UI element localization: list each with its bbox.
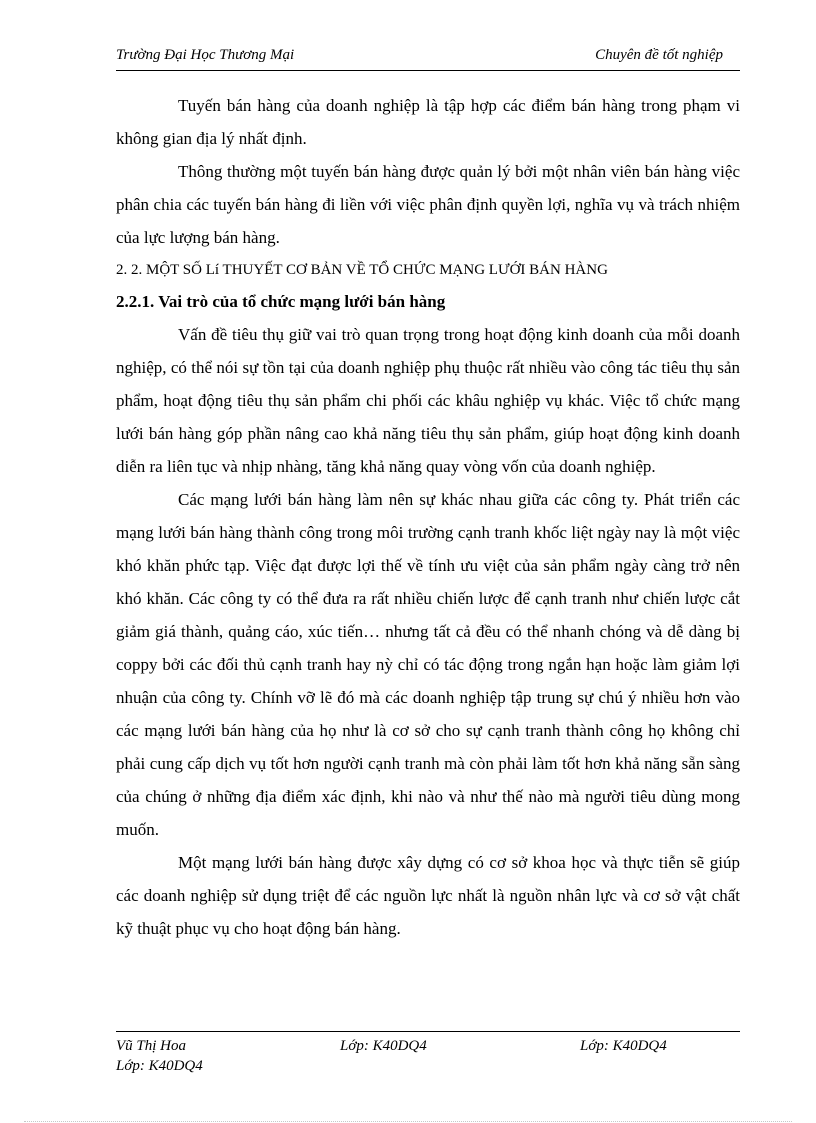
section-heading: 2. 2. MỘT SỐ Lí THUYẾT CƠ BẢN VỀ TỔ CHỨC MẠNG LƯỚI BÁN HÀNG	[116, 262, 608, 278]
footer-class-label: Lớp: K40DQ4	[340, 1038, 427, 1054]
header-school-name: Trường Đại Học Thương Mại	[116, 47, 295, 63]
document-body	[116, 89, 740, 945]
footer-divider	[116, 1031, 740, 1032]
paragraph-sales-network-benefits: Một mạng lưới bán hàng được xây dựng có cơ sở khoa học và thực tiễn sẽ giúp các doanh nghiệp sử dụng triệt để các nguồn lực nhất là nguồn nhân lực và cơ sở vật chất kỹ thuật phục vụ cho hoạt động bán hàng.	[116, 853, 740, 938]
header-document-topic: Chuyên đề tốt nghiệp	[595, 47, 723, 63]
subsection-heading: 2.2.1. Vai trò của tổ chức mạng lưới bán hàng	[116, 292, 446, 311]
footer-author: Vũ Thị Hoa	[116, 1038, 187, 1054]
header-divider	[116, 70, 740, 71]
page-header	[116, 47, 740, 69]
paragraph-sales-route-definition: Tuyến bán hàng của doanh nghiệp là tập hợp các điểm bán hàng trong phạm vi không gian địa lý nhất định.	[116, 96, 740, 148]
page-bottom-edge	[24, 1121, 792, 1122]
footer-class-label: Lớp: K40DQ4	[116, 1058, 203, 1074]
paragraph-consumption-role: Vấn đề tiêu thụ giữ vai trò quan trọng trong hoạt động kinh doanh của mỗi doanh nghiệp, có thể nói sự tồn tại của doanh nghiệp phụ thuộc rất nhiều vào công tác tiêu thụ sản phẩm, hoạt động tiêu thụ sản phẩm chi phối các khâu nghiệp vụ khác. Việc tổ chức mạng lưới bán hàng góp phần nâng cao khả năng tiêu thụ sản phẩm, giúp hoạt động kinh doanh diễn ra liên tục và nhịp nhàng, tăng khả năng quay vòng vốn của doanh nghiệp.	[116, 325, 740, 476]
paragraph-sales-network-competition: Các mạng lưới bán hàng làm nên sự khác nhau giữa các công ty. Phát triển các mạng lưới bán hàng thành công trong môi trường cạnh tranh khốc liệt ngày nay là một việc khó khăn phức tạp. Việc đạt được lợi thế về tính ưu việt của sản phẩm ngày càng trở nên khó khăn. Các công ty có thể đưa ra rất nhiều chiến lược để cạnh tranh như chiến lược cắt giảm giá thành, quảng cáo, xúc tiến… nhưng tất cả đều có thể nhanh chóng và dễ dàng bị coppy bởi các đối thủ cạnh tranh hay nỳ chỉ có tác động trong ngắn hạn hoặc làm giảm lợi nhuận của công ty. Chính vỡ lẽ đó mà các doanh nghiệp tập trung sự chú ý nhiều hơn vào các mạng lưới bán hàng của họ như là cơ sở cho sự cạnh tranh thành công họ không chỉ phải cung cấp dịch vụ tốt hơn người cạnh tranh mà còn phải làm tốt hơn khả năng sẵn sàng của chúng ở những địa điểm xác định, khi nào và như thế nào mà người tiêu dùng mong muốn.	[116, 490, 740, 839]
footer-class-label: Lớp: K40DQ4	[580, 1038, 667, 1054]
paragraph-sales-route-management: Thông thường một tuyến bán hàng được quản lý bởi một nhân viên bán hàng việc phân chia các tuyến bán hàng đi liền với việc phân định quyền lợi, nghĩa vụ và trách nhiệm của lực lượng bán hàng.	[116, 162, 740, 247]
